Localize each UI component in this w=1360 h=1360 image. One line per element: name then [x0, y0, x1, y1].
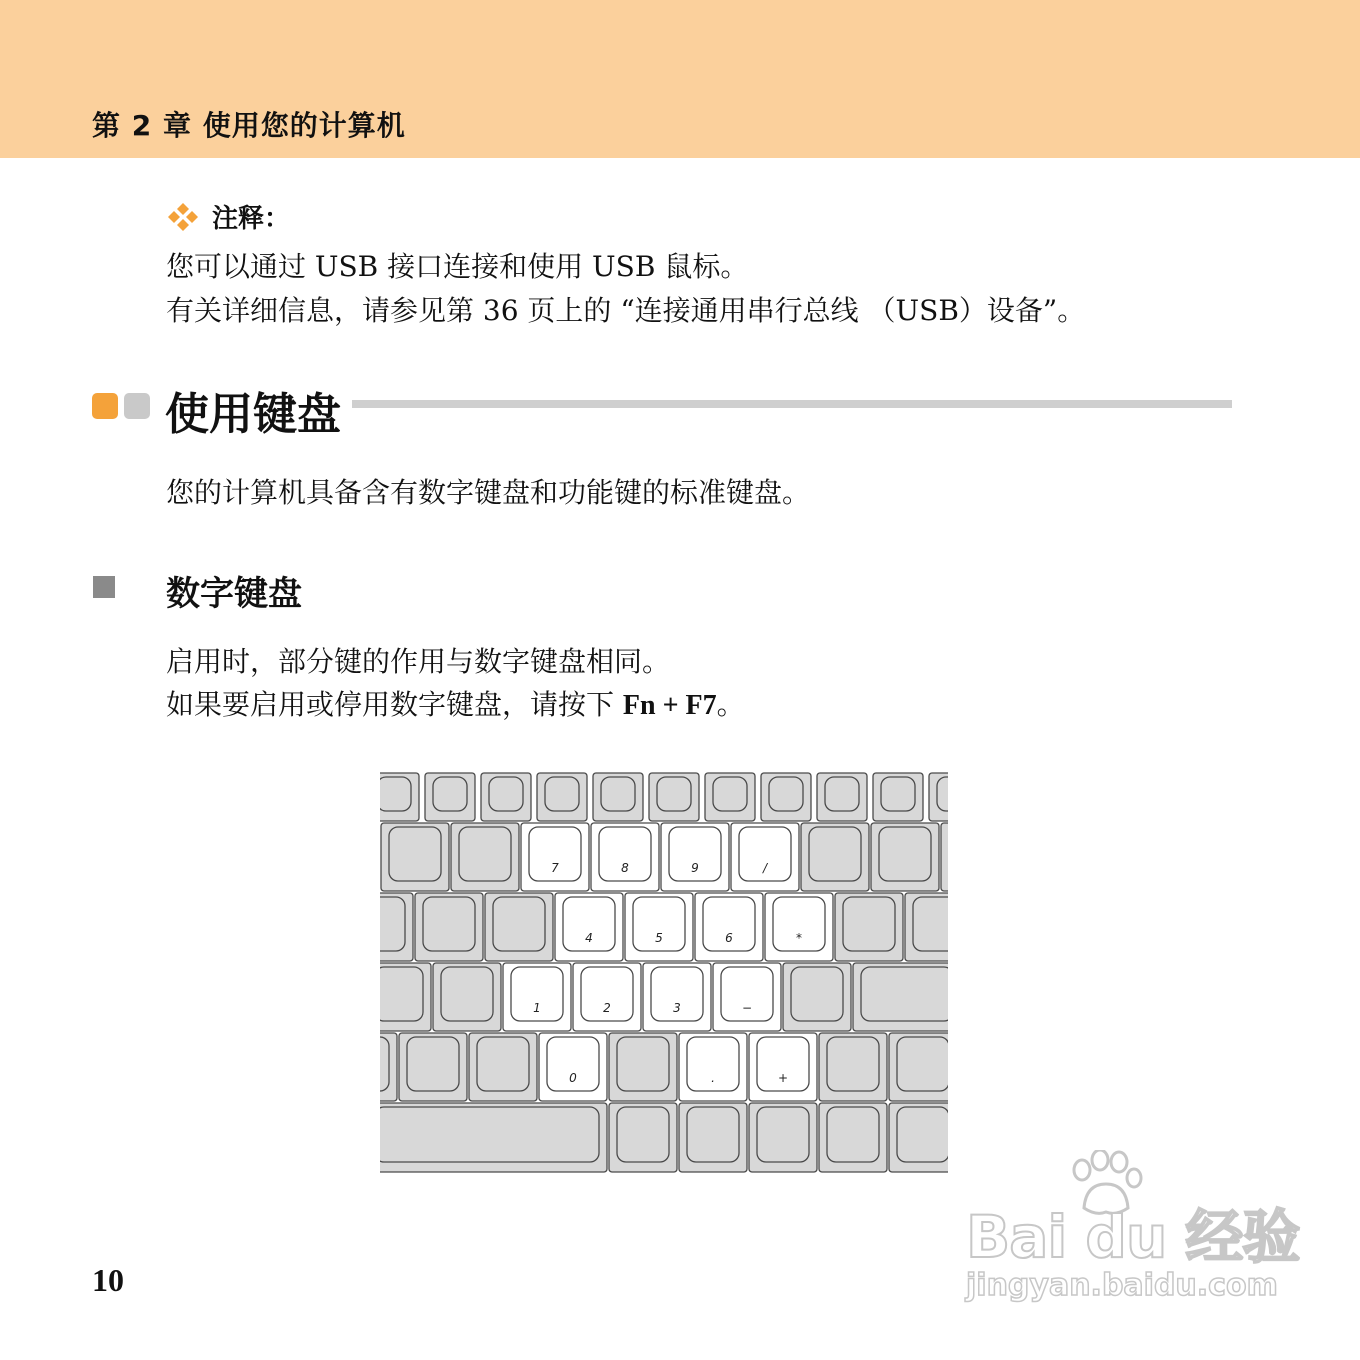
keyboard-key — [819, 1033, 887, 1101]
keyboard-key — [481, 773, 531, 821]
keyboard-key — [399, 1033, 467, 1101]
numpad-key — [643, 963, 711, 1031]
keyboard-key — [609, 1103, 677, 1172]
baidu-watermark — [960, 1150, 1300, 1310]
numpad-key-label: * — [796, 931, 802, 945]
keyboard-key — [889, 1103, 948, 1172]
keyboard-key — [380, 893, 413, 961]
page-number: 10 — [92, 1262, 124, 1298]
keyboard-key — [537, 773, 587, 821]
numpad-key-label: + — [777, 1071, 789, 1085]
numpad-line-2 — [166, 688, 745, 723]
keyboard-key — [853, 963, 948, 1031]
keyboard-key — [873, 773, 923, 821]
section-divider — [352, 400, 1232, 408]
keyboard-key — [609, 1033, 677, 1101]
watermark-brand: Bai du 经验 — [966, 1203, 1300, 1271]
numpad-key-label: 7 — [551, 861, 559, 875]
section-heading — [92, 378, 1234, 438]
keyboard-key — [433, 963, 501, 1031]
numpad-key — [749, 1033, 817, 1101]
keyboard-key — [485, 893, 553, 961]
subsection-title: 数字键盘 — [166, 574, 302, 614]
numpad-key-label: 3 — [673, 1001, 681, 1015]
keyboard-key — [819, 1103, 887, 1172]
orange-square-icon — [92, 393, 118, 419]
keyboard-key — [593, 773, 643, 821]
numpad-key — [695, 893, 763, 961]
keyboard-key — [679, 1103, 747, 1172]
section-title: 使用键盘 — [165, 389, 341, 440]
chapter-title: 第 2 章 使用您的计算机 — [92, 109, 406, 142]
numpad-key — [503, 963, 571, 1031]
square-bullet-icon — [93, 576, 115, 598]
numpad-key — [521, 823, 589, 891]
note-heading — [166, 198, 290, 235]
numpad-key-label: 8 — [621, 861, 629, 875]
diamond-bullet-icon — [166, 202, 200, 232]
keyboard-key — [380, 773, 419, 821]
numpad-key-label: 5 — [655, 931, 663, 945]
keyboard-key — [649, 773, 699, 821]
keyboard-key — [380, 963, 431, 1031]
numpad-key — [661, 823, 729, 891]
numpad-line-2-prefix: 如果要启用或停用数字键盘，请按下 — [166, 688, 623, 721]
keyboard-key — [381, 823, 449, 891]
numpad-key — [679, 1033, 747, 1101]
numpad-key-label: / — [762, 861, 768, 875]
keyboard-key — [380, 1103, 607, 1172]
keyboard-key — [705, 773, 755, 821]
keyboard-key — [817, 773, 867, 821]
keyboard-key — [871, 823, 939, 891]
numpad-key — [555, 893, 623, 961]
key-combination: Fn + F7 — [622, 690, 717, 721]
numpad-key — [539, 1033, 607, 1101]
numpad-key-label: 2 — [603, 1001, 611, 1015]
numpad-key — [713, 963, 781, 1031]
keyboard-illustration — [380, 772, 948, 1173]
keyboard-key — [783, 963, 851, 1031]
numpad-line-2-suffix: 。 — [716, 688, 745, 721]
keyboard-key — [469, 1033, 537, 1101]
section-intro: 您的计算机具备含有数字键盘和功能键的标准键盘。 — [166, 476, 811, 509]
numpad-key-label: 9 — [691, 861, 699, 875]
numpad-key-label: 1 — [533, 1001, 541, 1015]
keyboard-key — [889, 1033, 948, 1101]
keyboard-key — [425, 773, 475, 821]
numpad-key-label: . — [711, 1071, 715, 1085]
numpad-key — [591, 823, 659, 891]
keyboard-key — [941, 823, 948, 891]
keyboard-key — [801, 823, 869, 891]
numpad-key-label: − — [741, 1001, 753, 1015]
numpad-key — [731, 823, 799, 891]
keyboard-key — [380, 1033, 397, 1101]
keyboard-key — [415, 893, 483, 961]
keyboard-key — [929, 773, 948, 821]
gray-square-icon — [124, 393, 150, 419]
numpad-key — [765, 893, 833, 961]
keyboard-key — [835, 893, 903, 961]
keyboard-key — [905, 893, 948, 961]
keyboard-key — [749, 1103, 817, 1172]
keyboard-key — [761, 773, 811, 821]
note-line-1: 您可以通过 USB 接口连接和使用 USB 鼠标。 — [166, 250, 749, 283]
numpad-line-1: 启用时，部分键的作用与数字键盘相同。 — [166, 645, 671, 678]
numpad-key — [573, 963, 641, 1031]
note-line-2: 有关详细信息，请参见第 36 页上的 “连接通用串行总线 （USB）设备”。 — [166, 294, 1086, 327]
watermark-url: jingyan.baidu.com — [966, 1268, 1278, 1303]
numpad-key-label: 6 — [725, 931, 733, 945]
numpad-key — [625, 893, 693, 961]
numpad-key-label: 4 — [585, 931, 593, 945]
numpad-key-label: 0 — [569, 1071, 577, 1085]
keyboard-key — [451, 823, 519, 891]
note-heading-text: 注释： — [212, 204, 291, 234]
